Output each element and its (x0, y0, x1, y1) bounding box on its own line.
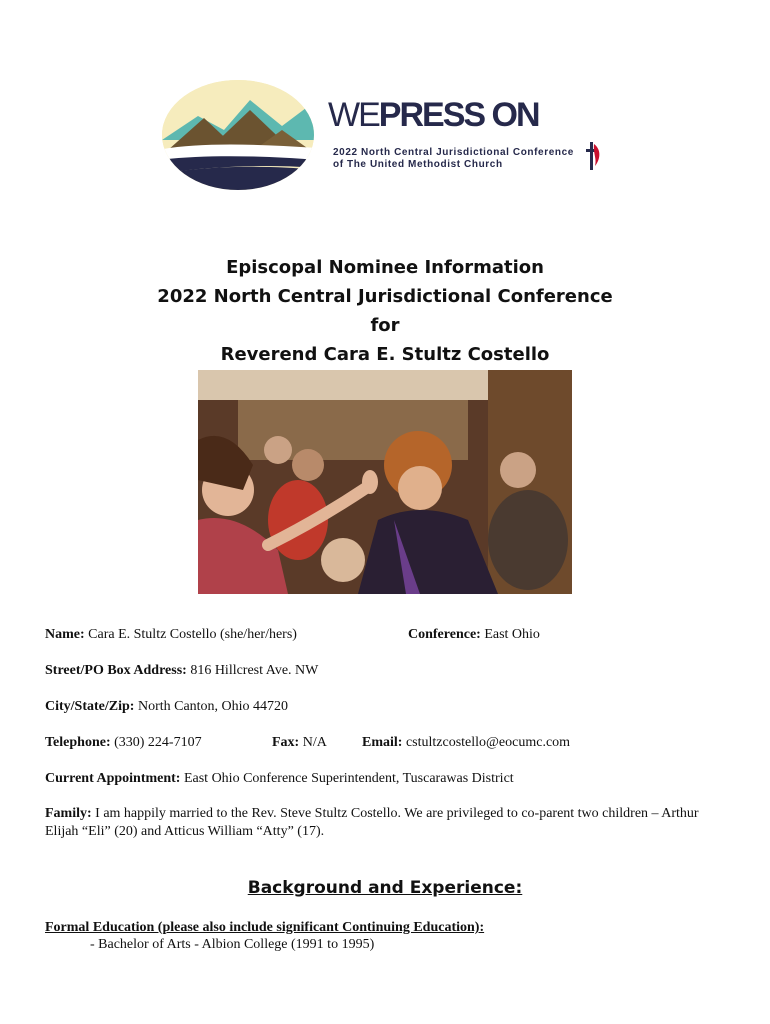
mountains-emblem-icon (158, 78, 318, 193)
appointment-field (45, 770, 514, 787)
education-heading: Formal Education (please also include significant Continuing Education): (45, 920, 485, 935)
family-value: I am happily married to the Rev. Steve Stultz Costello. We are privileged to co-parent two children – Arthur Elijah “Eli” (20) and Atticus William “Atty” (17). (45, 806, 699, 839)
fax-field (272, 734, 327, 751)
street-field (45, 662, 318, 679)
email-field (362, 734, 570, 751)
page-title-line3: for (370, 315, 400, 336)
name-label: Name: (45, 627, 85, 642)
conference-logo (158, 78, 608, 193)
brand-subtitle-line1: 2022 North Central Jurisdictional Conference (333, 147, 574, 158)
background-heading: Background and Experience: (247, 878, 523, 898)
conference-value: East Ohio (480, 627, 540, 642)
conference-field (408, 626, 540, 643)
brand-we: WE (328, 96, 379, 134)
city-value: North Canton, Ohio 44720 (134, 699, 289, 714)
street-label: Street/PO Box Address: (45, 663, 187, 678)
telephone-label: Telephone: (45, 735, 111, 750)
email-label: Email: (362, 735, 403, 750)
street-value: 816 Hillcrest Ave. NW (186, 663, 319, 678)
education-item: - Bachelor of Arts - Albion College (1991 to 1995) (90, 937, 375, 952)
name-field (45, 626, 297, 643)
page-title-line1: Episcopal Nominee Information (226, 257, 544, 278)
cross-and-flame-icon (586, 140, 602, 172)
page-title-line2: 2022 North Central Jurisdictional Conference (157, 286, 613, 307)
family-field (45, 805, 735, 841)
family-label: Family: (45, 806, 92, 821)
brand-press-on: PRESS ON (378, 96, 539, 134)
page-title-line4: Reverend Cara E. Stultz Costello (220, 344, 550, 365)
telephone-value: (330) 224-7107 (110, 735, 202, 750)
telephone-field (45, 734, 202, 751)
city-label: City/State/Zip: (45, 699, 135, 714)
brand-subtitle-line2: of The United Methodist Church (333, 159, 503, 170)
nominee-photo (198, 370, 572, 594)
fax-label: Fax: (272, 735, 300, 750)
city-field (45, 698, 288, 715)
name-value: Cara E. Stultz Costello (she/her/hers) (84, 627, 297, 642)
appointment-label: Current Appointment: (45, 771, 181, 786)
appointment-value: East Ohio Conference Superintendent, Tuscarawas District (180, 771, 514, 786)
conference-label: Conference: (408, 627, 481, 642)
email-value: cstultzcostello@eocumc.com (402, 735, 571, 750)
fax-value: N/A (299, 735, 327, 750)
brand-wordmark (328, 98, 539, 132)
